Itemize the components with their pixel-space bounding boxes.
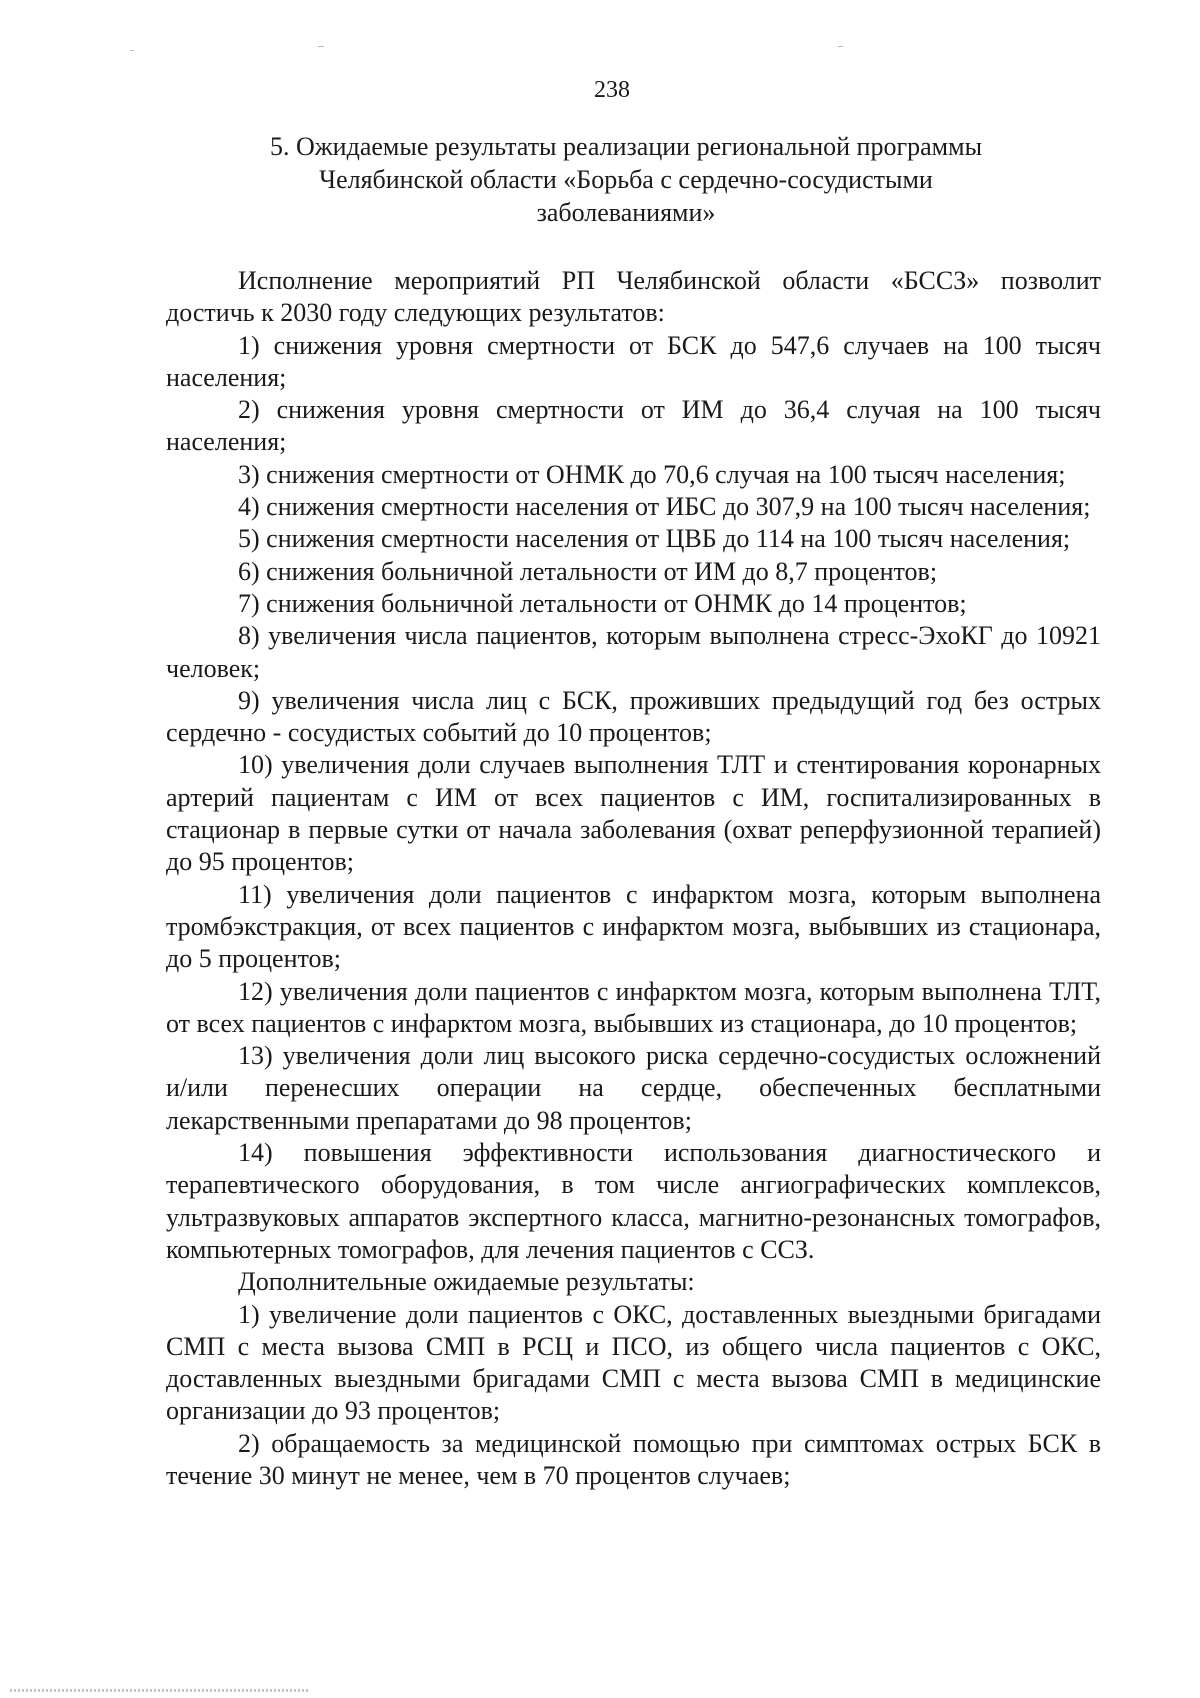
result-item: 13) увеличения доли лиц высокого риска сердечно-сосудистых осложнений и/или перенесших операции на сердце, обеспеченных бесплатными лекарственными препаратами до 98 процентов; [166,1041,1101,1135]
title-line: заболеваниями» [536,198,716,227]
scan-artifact [130,50,134,51]
result-item: 14) повышения эффективности использования диагностического и терапевтического оборудования, в том числе ангиографических комплексов, ультразвуковых аппаратов экспертного класса, магнитно-резонансных томографов, компьютерных томографов, для лечения пациентов с ССЗ. [166,1138,1101,1264]
additional-result-item: 2) обращаемость за медицинской помощью при симптомах острых БСК в течение 30 минут не менее, чем в 70 процентов случаев; [166,1428,1101,1490]
document-body [166,265,1101,1492]
result-item: 3) снижения смертности от ОНМК до 70,6 случая на 100 тысяч населения; [238,459,1066,489]
result-item: 6) снижения больничной летальности от ИМ до 8,7 процентов; [238,556,938,586]
scan-footer-artifact [10,1689,310,1692]
result-item: 11) увеличения доли пациентов с инфарктом мозга, которым выполнена тромбэкстракция, от всех пациентов с инфарктом мозга, выбывших из стационара, до 5 процентов; [166,879,1101,974]
result-item: 2) снижения уровня смертности от ИМ до 36,4 случая на 100 тысяч населения; [166,395,1101,457]
result-item: 9) увеличения числа лиц с БСК, проживших предыдущий год без острых сердечно - сосудистых событий до 10 процентов; [166,685,1101,748]
result-item: 5) снижения смертности населения от ЦВБ до 114 на 100 тысяч населения; [238,524,1071,554]
section-title [236,130,1016,229]
scan-artifact [318,46,324,47]
result-item: 7) снижения больничной летальности от ОНМК до 14 процентов; [238,588,967,618]
result-item: 4) снижения смертности населения от ИБС до 307,9 на 100 тысяч населения; [238,492,1091,522]
page-number: 238 [594,77,630,103]
title-line: 5. Ожидаемые результаты реализации региональной программы [269,132,983,161]
result-item: 12) увеличения доли пациентов с инфарктом мозга, которым выполнена ТЛТ, от всех пациентов с инфарктом мозга, выбывших из стационара, до 10 процентов; [166,976,1101,1038]
result-item: 1) снижения уровня смертности от БСК до 547,6 случаев на 100 тысяч населения; [166,330,1101,392]
result-item: 8) увеличения числа пациентов, которым выполнена стресс-ЭхоКГ до 10921 человек; [166,621,1101,683]
additional-results-heading: Дополнительные ожидаемые результаты: [238,1267,695,1297]
additional-result-item: 1) увеличение доли пациентов с ОКС, доставленных выездными бригадами СМП с места вызова СМП в РСЦ и ПСО, из общего числа пациентов с ОКС, доставленных выездными бригадами СМП с места вызова СМП в медицинские организации до 93 процентов; [166,1299,1101,1426]
scan-artifact [838,46,843,47]
intro-paragraph: Исполнение мероприятий РП Челябинской области «БССЗ» позволит достичь к 2030 году следующих результатов: [166,266,1101,328]
result-item: 10) увеличения доли случаев выполнения ТЛТ и стентирования коронарных артерий пациентам с ИМ от всех пациентов с ИМ, госпитализированных в стационар в первые сутки от начала заболевания (охват реперфузионной терапией) до 95 процентов; [166,750,1101,877]
title-line: Челябинской области «Борьба с сердечно-сосудистыми [319,165,933,194]
